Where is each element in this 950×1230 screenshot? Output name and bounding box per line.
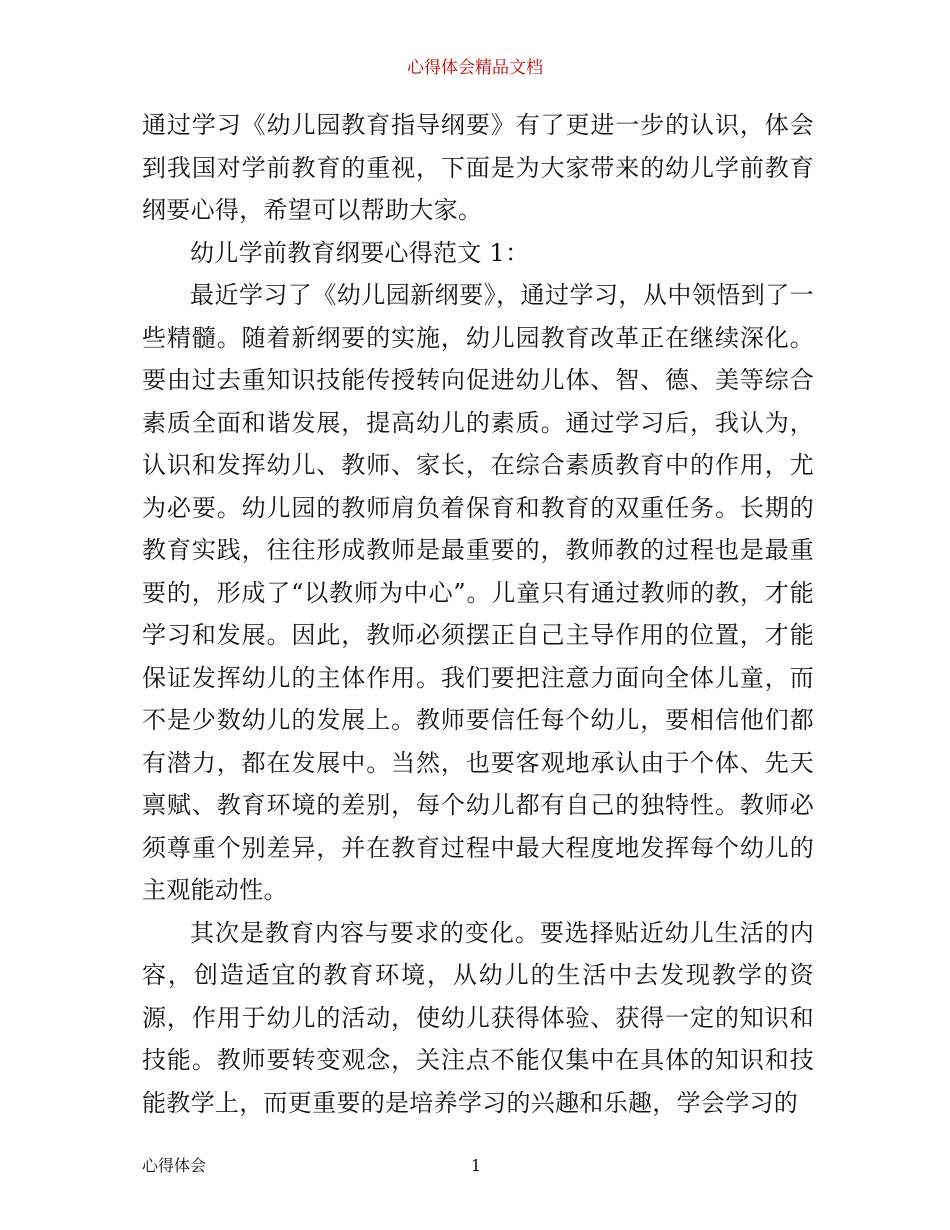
intro-paragraph: 通过学习《幼儿园教育指导纲要》有了更进一步的认识，体会到我国对学前教育的重视，下面是为大家带来的幼儿学前教育纲要心得，希望可以帮助大家。: [142, 111, 814, 224]
body-paragraph: 最近学习了《幼儿园新纲要》，通过学习，从中领悟到了一些精髓。随着新纲要的实施，幼儿园教育改革正在继续深化。要由过去重知识技能传授转向促进幼儿体、智、德、美等综合素质全面和谐发展，提高幼儿的素质。通过学习后，我认为，认识和发挥幼儿、教师、家长，在综合素质教育中的作用，尤为必要。幼儿园的教师肩负着保育和教育的双重任务。长期的教育实践，往往形成教师是最重要的，教师教的过程也是最重要的，形成了“以教师为中心”。儿童只有通过教师的教，才能学习和发展。因此，教师必须摆正自己主导作用的位置，才能保证发挥幼儿的主体作用。我们要把注意力面向全体儿童，而不是少数幼儿的发展上。教师要信任每个幼儿，要相信他们都有潜力，都在发展中。当然，也要客观地承认由于个体、先天禀赋、教育环境的差别，每个幼儿都有自己的独特性。教师必须尊重个别差异，并在教育过程中最大程度地发挥每个幼儿的主观能动性。: [142, 281, 814, 904]
footer-label: 心得体会: [142, 1156, 207, 1175]
body-paragraph: 其次是教育内容与要求的变化。要选择贴近幼儿生活的内容，创造适宜的教育环境，从幼儿的生活中去发现教学的资源，作用于幼儿的活动，使幼儿获得体验、获得一定的知识和技能。教师要转变观念，关注点不能仅集中在具体的知识和技能教学上，而更重要的是培养学习的兴趣和乐趣，学会学习的: [142, 918, 814, 1117]
section-heading: 幼儿学前教育纲要心得范文 1：: [190, 238, 530, 267]
page-header-title: 心得体会精品文档: [407, 58, 543, 78]
document-body: [142, 104, 814, 1124]
page-number: 1: [470, 1156, 482, 1175]
